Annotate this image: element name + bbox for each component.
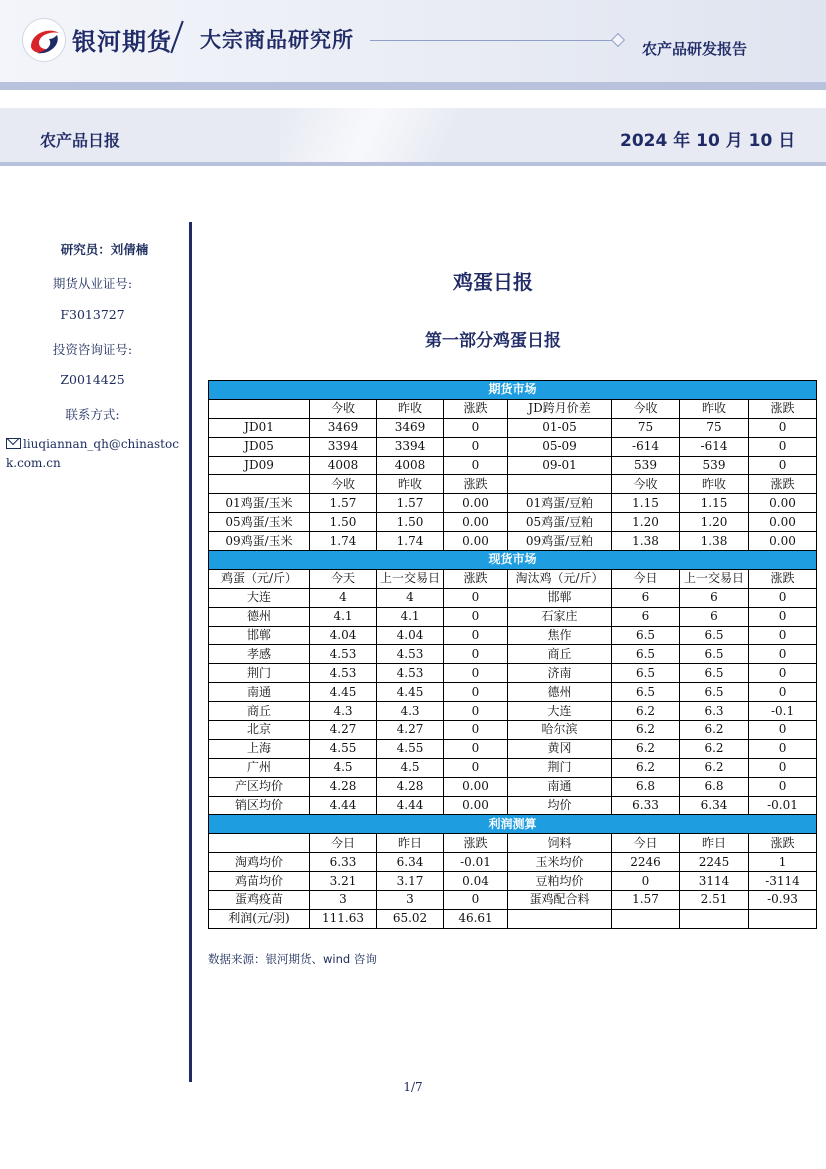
table-cell: 0: [612, 872, 680, 891]
table-cell: 05-09: [508, 437, 612, 456]
table-cell: 4008: [310, 456, 377, 475]
table-cell: 0: [444, 418, 508, 437]
table-cell: JD05: [209, 437, 310, 456]
table-cell: [209, 834, 310, 853]
table-cell: 邯郸: [209, 626, 310, 645]
table-cell: 焦作: [508, 626, 612, 645]
table-cell: 0: [749, 721, 817, 740]
table-cell: 0.00: [749, 532, 817, 551]
table-cell: 0: [444, 721, 508, 740]
table-cell: 1.50: [310, 513, 377, 532]
futures-section-header: 期货市场: [209, 381, 817, 400]
table-cell: 涨跌: [749, 475, 817, 494]
table-cell: 今天: [310, 569, 377, 588]
table-cell: 商丘: [508, 645, 612, 664]
table-cell: 0: [444, 758, 508, 777]
table-cell: 淘鸡均价: [209, 853, 310, 872]
table-cell: 0: [749, 758, 817, 777]
table-cell: 4.1: [310, 607, 377, 626]
table-cell: 3: [377, 891, 444, 910]
table-cell: 6.5: [680, 645, 749, 664]
table-cell: 今收: [612, 399, 680, 418]
table-cell: 3: [310, 891, 377, 910]
table-row: [209, 777, 817, 796]
table-cell: 46.61: [444, 909, 508, 928]
table-cell: 1.57: [377, 494, 444, 513]
table-cell: 鸡蛋（元/斤）: [209, 569, 310, 588]
section-title: 第一部分鸡蛋日报: [425, 331, 561, 351]
table-cell: 0: [749, 683, 817, 702]
table-cell: 4.53: [377, 664, 444, 683]
table-cell: 6.8: [612, 777, 680, 796]
table-cell: 75: [612, 418, 680, 437]
table-row: [209, 872, 817, 891]
table-cell: 广州: [209, 758, 310, 777]
table-cell: 6.34: [680, 796, 749, 815]
table-cell: 涨跌: [749, 569, 817, 588]
table-cell: 01鸡蛋/玉米: [209, 494, 310, 513]
spot-section-header: 现货市场: [209, 551, 817, 570]
sidebar-rule: [189, 222, 192, 1082]
table-cell: 邯郸: [508, 588, 612, 607]
table-cell: 0: [749, 437, 817, 456]
table-cell: 3394: [310, 437, 377, 456]
table-cell: 0.04: [444, 872, 508, 891]
table-cell: 今日: [612, 569, 680, 588]
table-row: [209, 834, 817, 853]
table-cell: 0: [444, 456, 508, 475]
table-cell: [209, 475, 310, 494]
table-cell: 0: [444, 891, 508, 910]
table-cell: 4.45: [377, 683, 444, 702]
table-cell: 哈尔滨: [508, 721, 612, 740]
table-cell: -0.1: [749, 702, 817, 721]
contact-email[interactable]: [6, 435, 186, 473]
table-cell: 今收: [612, 475, 680, 494]
table-cell: 6.2: [680, 739, 749, 758]
table-cell: 1.20: [680, 513, 749, 532]
header-rule: [370, 40, 618, 41]
table-cell: 3.17: [377, 872, 444, 891]
table-row: [209, 721, 817, 740]
table-row: [209, 739, 817, 758]
table-cell: 3394: [377, 437, 444, 456]
table-cell: 4: [310, 588, 377, 607]
table-cell: 6: [680, 607, 749, 626]
table-cell: 4: [377, 588, 444, 607]
table-row: [209, 418, 817, 437]
table-cell: 0: [749, 645, 817, 664]
table-cell: 昨收: [680, 475, 749, 494]
table-row: [209, 437, 817, 456]
table-cell: 昨收: [680, 399, 749, 418]
table-cell: -614: [680, 437, 749, 456]
table-cell: 6.2: [612, 739, 680, 758]
table-cell: 3.21: [310, 872, 377, 891]
table-cell: 0: [444, 607, 508, 626]
table-cell: 济南: [508, 664, 612, 683]
table-cell: 4.53: [310, 645, 377, 664]
table-cell: 今收: [310, 399, 377, 418]
table-cell: 4.27: [310, 721, 377, 740]
table-cell: 6.2: [680, 758, 749, 777]
table-cell: 6.33: [612, 796, 680, 815]
table-cell: 111.63: [310, 909, 377, 928]
table-cell: 荆门: [209, 664, 310, 683]
table-cell: 利润(元/羽): [209, 909, 310, 928]
table-cell: 涨跌: [444, 399, 508, 418]
table-cell: 6.5: [612, 664, 680, 683]
table-cell: 0.00: [444, 532, 508, 551]
table-cell: 09鸡蛋/玉米: [209, 532, 310, 551]
table-cell: JD01: [209, 418, 310, 437]
table-cell: 0: [444, 739, 508, 758]
profit-section-header: 利润测算: [209, 815, 817, 834]
table-cell: 01鸡蛋/豆粕: [508, 494, 612, 513]
table-cell: 05鸡蛋/豆粕: [508, 513, 612, 532]
table-row: [209, 513, 817, 532]
table-cell: 4.3: [377, 702, 444, 721]
daily-report-label: 农产品日报: [40, 131, 121, 150]
table-cell: 6: [680, 588, 749, 607]
table-cell: 01-05: [508, 418, 612, 437]
table-row: [209, 475, 817, 494]
table-cell: 上一交易日: [680, 569, 749, 588]
table-cell: 0: [444, 588, 508, 607]
table-cell: 1.38: [612, 532, 680, 551]
subheader-stripe: [0, 162, 826, 166]
table-cell: JD09: [209, 456, 310, 475]
table-row: [209, 626, 817, 645]
table-cell: 饲料: [508, 834, 612, 853]
table-cell: 4.04: [377, 626, 444, 645]
table-cell: 6.5: [612, 626, 680, 645]
table-cell: [680, 909, 749, 928]
table-cell: 1.15: [612, 494, 680, 513]
table-cell: 0: [749, 664, 817, 683]
table-row: [209, 588, 817, 607]
table-cell: 0.00: [444, 777, 508, 796]
table-cell: 1.50: [377, 513, 444, 532]
table-row: [209, 683, 817, 702]
table-cell: 2246: [612, 853, 680, 872]
email-text[interactable]: liuqiannan_qh@chinastock.com.cn: [6, 437, 179, 470]
table-cell: 0: [749, 456, 817, 475]
table-cell: 石家庄: [508, 607, 612, 626]
table-cell: [508, 475, 612, 494]
table-cell: 4.55: [377, 739, 444, 758]
table-cell: 6.5: [680, 683, 749, 702]
report-kind: 农产品研发报告: [642, 40, 748, 58]
table-row: [209, 853, 817, 872]
table-cell: 4.45: [310, 683, 377, 702]
invest-cert-label: 投资咨询证号:: [52, 342, 133, 357]
table-cell: 4.53: [310, 664, 377, 683]
table-cell: 0.00: [444, 494, 508, 513]
header-stripe: [0, 82, 826, 90]
table-cell: 3114: [680, 872, 749, 891]
table-cell: 淘汰鸡（元/斤）: [508, 569, 612, 588]
table-cell: 4.53: [377, 645, 444, 664]
table-cell: 6.33: [310, 853, 377, 872]
table-cell: [612, 909, 680, 928]
futures-cert-label: 期货从业证号:: [52, 276, 133, 291]
table-cell: 涨跌: [444, 834, 508, 853]
table-row: [209, 494, 817, 513]
spot-section-header-row: [209, 551, 817, 570]
table-cell: -0.01: [749, 796, 817, 815]
table-cell: 大连: [209, 588, 310, 607]
table-cell: 南通: [209, 683, 310, 702]
table-row: [209, 891, 817, 910]
table-cell: 涨跌: [749, 834, 817, 853]
egg-market-table: [208, 380, 817, 929]
table-cell: 0: [749, 777, 817, 796]
table-cell: [209, 399, 310, 418]
contact-label: 联系方式:: [65, 407, 120, 422]
profit-section-header-row: [209, 815, 817, 834]
table-cell: 6.3: [680, 702, 749, 721]
table-cell: 1.74: [377, 532, 444, 551]
table-cell: 4.44: [310, 796, 377, 815]
table-cell: 涨跌: [444, 569, 508, 588]
table-cell: 0: [444, 626, 508, 645]
table-cell: 4.04: [310, 626, 377, 645]
table-cell: 3469: [377, 418, 444, 437]
table-cell: 65.02: [377, 909, 444, 928]
table-cell: 0.00: [749, 513, 817, 532]
table-cell: 昨收: [377, 475, 444, 494]
table-cell: 1.20: [612, 513, 680, 532]
table-cell: 南通: [508, 777, 612, 796]
table-cell: 豆粕均价: [508, 872, 612, 891]
table-cell: 黄冈: [508, 739, 612, 758]
table-row: [209, 399, 817, 418]
table-cell: 4.44: [377, 796, 444, 815]
table-row: [209, 456, 817, 475]
table-cell: 0.00: [444, 513, 508, 532]
table-cell: 4.28: [377, 777, 444, 796]
table-cell: -3114: [749, 872, 817, 891]
table-cell: 0: [444, 683, 508, 702]
table-cell: 0: [444, 437, 508, 456]
table-cell: 6.2: [612, 702, 680, 721]
table-row: [209, 796, 817, 815]
table-cell: 6.2: [680, 721, 749, 740]
data-source-note: 数据来源：银河期货、wind 咨询: [208, 952, 377, 966]
table-cell: 4.55: [310, 739, 377, 758]
table-cell: 德州: [508, 683, 612, 702]
table-cell: 0: [444, 702, 508, 721]
table-cell: 蛋鸡配合料: [508, 891, 612, 910]
table-cell: 0: [749, 588, 817, 607]
table-row: [209, 607, 817, 626]
report-date: 2024 年 10 月 10 日: [620, 131, 796, 151]
table-row: [209, 569, 817, 588]
table-cell: 1.57: [310, 494, 377, 513]
table-cell: 2.51: [680, 891, 749, 910]
table-cell: 4.5: [377, 758, 444, 777]
page-number: 1/7: [403, 1080, 423, 1094]
futures-cert-number: F3013727: [60, 307, 125, 322]
table-row: [209, 758, 817, 777]
table-cell: 6: [612, 588, 680, 607]
futures-section-header-row: [209, 381, 817, 400]
table-cell: 产区均价: [209, 777, 310, 796]
table-cell: [749, 909, 817, 928]
table-cell: 6.2: [612, 758, 680, 777]
table-cell: 4.3: [310, 702, 377, 721]
table-cell: 德州: [209, 607, 310, 626]
table-cell: 0.00: [444, 796, 508, 815]
table-cell: 1.38: [680, 532, 749, 551]
document-title: 鸡蛋日报: [453, 270, 533, 294]
table-cell: 6.5: [680, 664, 749, 683]
table-row: [209, 909, 817, 928]
table-cell: 539: [612, 456, 680, 475]
table-cell: -614: [612, 437, 680, 456]
table-cell: 涨跌: [444, 475, 508, 494]
table-cell: 09-01: [508, 456, 612, 475]
table-cell: 孝感: [209, 645, 310, 664]
table-cell: 今日: [310, 834, 377, 853]
table-row: [209, 645, 817, 664]
brand-name: 银河期货: [72, 28, 172, 56]
table-cell: 均价: [508, 796, 612, 815]
table-cell: [508, 909, 612, 928]
table-cell: 6.2: [612, 721, 680, 740]
galaxy-logo-icon: [22, 18, 66, 62]
table-cell: 75: [680, 418, 749, 437]
table-row: [209, 532, 817, 551]
table-row: [209, 702, 817, 721]
brand-subtitle: 大宗商品研究所: [200, 28, 354, 52]
table-cell: 3469: [310, 418, 377, 437]
mail-icon: [6, 438, 21, 449]
table-cell: 6: [612, 607, 680, 626]
table-cell: 大连: [508, 702, 612, 721]
table-cell: 4008: [377, 456, 444, 475]
table-cell: 玉米均价: [508, 853, 612, 872]
table-cell: JD跨月价差: [508, 399, 612, 418]
table-cell: 4.5: [310, 758, 377, 777]
table-cell: 6.5: [680, 626, 749, 645]
table-cell: 6.8: [680, 777, 749, 796]
table-cell: 销区均价: [209, 796, 310, 815]
table-cell: 1.15: [680, 494, 749, 513]
table-cell: 09鸡蛋/豆粕: [508, 532, 612, 551]
table-cell: 蛋鸡疫苗: [209, 891, 310, 910]
table-cell: 4.27: [377, 721, 444, 740]
table-cell: 0.00: [749, 494, 817, 513]
table-cell: 昨日: [680, 834, 749, 853]
analyst-name: 研究员：刘倩楠: [60, 242, 149, 257]
table-cell: -0.01: [444, 853, 508, 872]
table-cell: 荆门: [508, 758, 612, 777]
table-cell: 1.74: [310, 532, 377, 551]
table-cell: 05鸡蛋/玉米: [209, 513, 310, 532]
table-cell: 1.57: [612, 891, 680, 910]
table-cell: 6.34: [377, 853, 444, 872]
table-cell: 6.5: [612, 683, 680, 702]
table-row: [209, 664, 817, 683]
table-cell: 上海: [209, 739, 310, 758]
table-cell: 0: [749, 626, 817, 645]
table-cell: 昨收: [377, 399, 444, 418]
table-cell: 2245: [680, 853, 749, 872]
table-cell: 上一交易日: [377, 569, 444, 588]
table-cell: -0.93: [749, 891, 817, 910]
table-cell: 1: [749, 853, 817, 872]
table-cell: 昨日: [377, 834, 444, 853]
table-cell: 0: [444, 664, 508, 683]
table-cell: 北京: [209, 721, 310, 740]
table-cell: 0: [749, 739, 817, 758]
table-cell: 4.28: [310, 777, 377, 796]
table-cell: 涨跌: [749, 399, 817, 418]
table-cell: 今日: [612, 834, 680, 853]
table-cell: 6.5: [612, 645, 680, 664]
invest-cert-number: Z0014425: [60, 372, 125, 387]
table-cell: 539: [680, 456, 749, 475]
table-cell: 商丘: [209, 702, 310, 721]
table-cell: 0: [749, 418, 817, 437]
table-cell: 0: [749, 607, 817, 626]
table-cell: 4.1: [377, 607, 444, 626]
table-cell: 今收: [310, 475, 377, 494]
table-cell: 0: [444, 645, 508, 664]
table-cell: 鸡苗均价: [209, 872, 310, 891]
